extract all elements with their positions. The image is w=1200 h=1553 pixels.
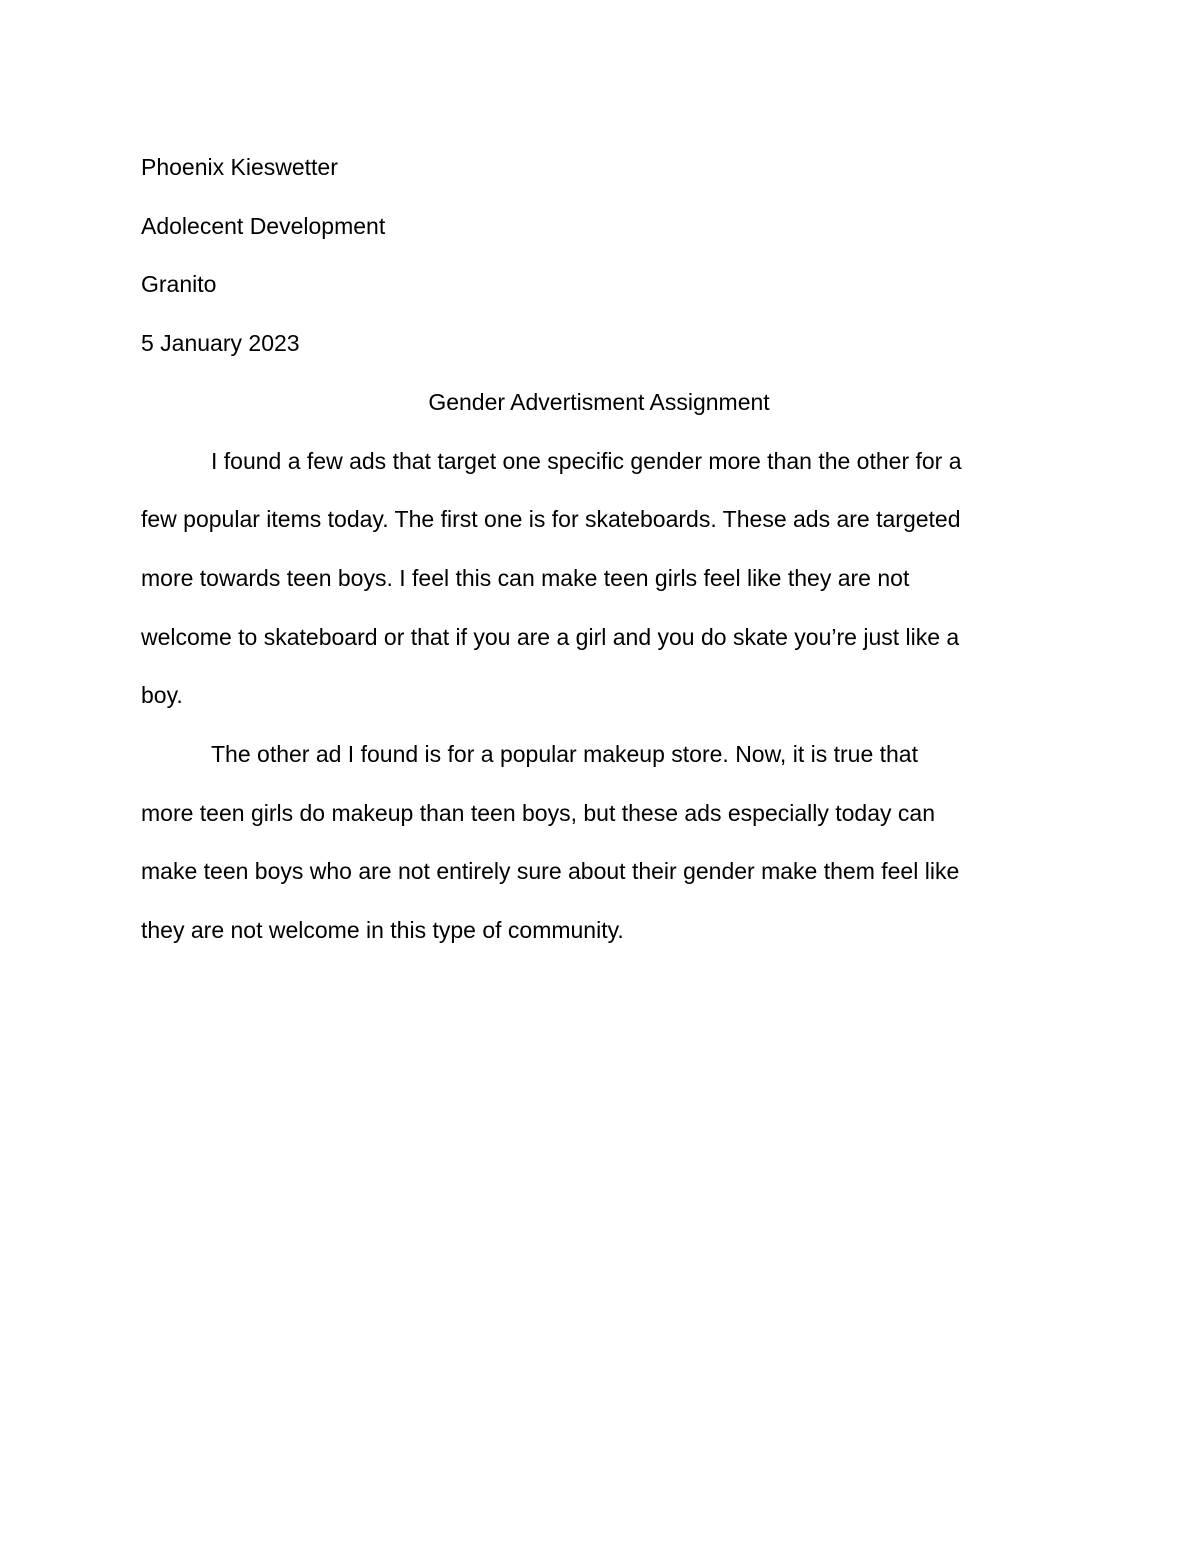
- document-title: Gender Advertisment Assignment: [428, 388, 770, 415]
- paragraph-line: welcome to skateboard or that if you are a girl and you do skate you’re just like a: [141, 623, 960, 650]
- paragraph-line: they are not welcome in this type of community.: [141, 917, 624, 944]
- paragraph-line: more teen girls do makeup than teen boys, but these ads especially today can: [141, 799, 935, 826]
- course-name: Adolecent Development: [141, 212, 386, 239]
- instructor-name: Granito: [141, 271, 217, 298]
- paragraph-line: The other ad I found is for a popular makeup store. Now, it is true that: [211, 741, 918, 768]
- document-date: 5 January 2023: [141, 330, 300, 357]
- document-body: [141, 138, 1051, 960]
- paragraph-line: make teen boys who are not entirely sure about their gender make them feel like: [141, 858, 960, 885]
- author-name: Phoenix Kieswetter: [141, 154, 338, 180]
- paragraph-2: [141, 725, 1051, 960]
- paragraph-line: more towards teen boys. I feel this can make teen girls feel like they are not: [141, 564, 910, 591]
- paragraph-line: boy.: [141, 682, 183, 709]
- paragraph-line: few popular items today. The first one is for skateboards. These ads are targeted: [141, 506, 961, 533]
- paragraph-1: [141, 432, 1051, 726]
- paragraph-line: I found a few ads that target one specific gender more than the other for a: [211, 447, 962, 474]
